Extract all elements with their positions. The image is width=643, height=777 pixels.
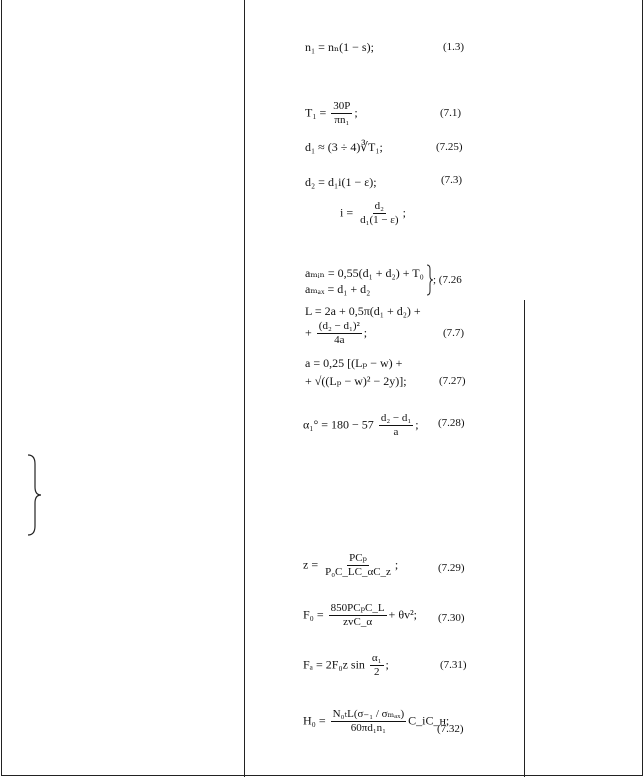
formula-L-line1: L = 2a + 0,5π(d₁ + d₂) + [305, 304, 421, 318]
formula-tag: (7.1) [440, 107, 462, 119]
formula-i: i = $\frac{\text{d₂}}{\text{d₁(1 − ε)}}$ ; [340, 200, 406, 226]
formula-d2: d₂ = d₁i(1 − ε); [305, 175, 377, 189]
formula-alpha: α₁° = 180 − 57 $\frac{\text{d₂ − d₁}}{a}$ ; [303, 412, 419, 438]
column-divider-right [524, 300, 525, 777]
formula-amin: aₘᵢₙ = 0,55(d₁ + d₂) + T₀ [305, 266, 424, 280]
formula-L-line2: + $\frac{\text{(d₂ − d₁)²}}{4a}$ ; [305, 320, 368, 346]
formula-a-line2: + √((Lₚ − w)² − 2y)]; [305, 374, 407, 388]
formula-tag: (7.31) [440, 659, 467, 671]
formula-z: z = $\frac{\text{PCₚ}}{\text{P₀C\_LC\_αC\_z}}$ ; [303, 552, 399, 578]
left-brace-icon [26, 454, 42, 536]
formula-a-line1: a = 0,25 [(Lₚ − w) + [305, 356, 403, 370]
formula-h0: H₀ = $\frac{\text{N₀ₜL(σ₋₁ / σₘₐₓ)}}{\text{60πd₁n₁}}$ C_iC_н; [303, 708, 450, 734]
formula-f0: F₀ = $\frac{\text{850PCₚC\_L}}{\text{zvC\_α}}$ + θv²; [303, 602, 417, 628]
formula-d1: d₁ ≈ (3 ÷ 4)∛T₁; [305, 140, 383, 154]
formula-tag: (7.30) [438, 612, 465, 624]
bottom-rule [1, 775, 642, 776]
formula-tag: (7.29) [438, 562, 465, 574]
formula-tag: (7.32) [437, 723, 464, 735]
formula-n1: n₁ = nₙ(1 − s); [305, 40, 374, 54]
formula-tag: (1.3) [443, 41, 465, 53]
formula-tag: ; (7.26 [433, 274, 462, 286]
formula-amax: aₘₐₓ = d₁ + d₂ [305, 282, 371, 296]
column-divider-left [244, 0, 245, 777]
formula-tag: (7.7) [443, 327, 465, 339]
formula-tag: (7.27) [439, 375, 466, 387]
formula-tag: (7.25) [436, 141, 463, 153]
formula-tag: (7.3) [441, 174, 463, 186]
formula-fa: Fₐ = 2F₀z sin $\frac{\text{α₁}}{2}$ ; [303, 652, 389, 678]
formula-tag: (7.28) [438, 417, 465, 429]
formula-t1: T₁ = $\frac{30P}{\text{πn₁}}$ ; [305, 100, 358, 126]
